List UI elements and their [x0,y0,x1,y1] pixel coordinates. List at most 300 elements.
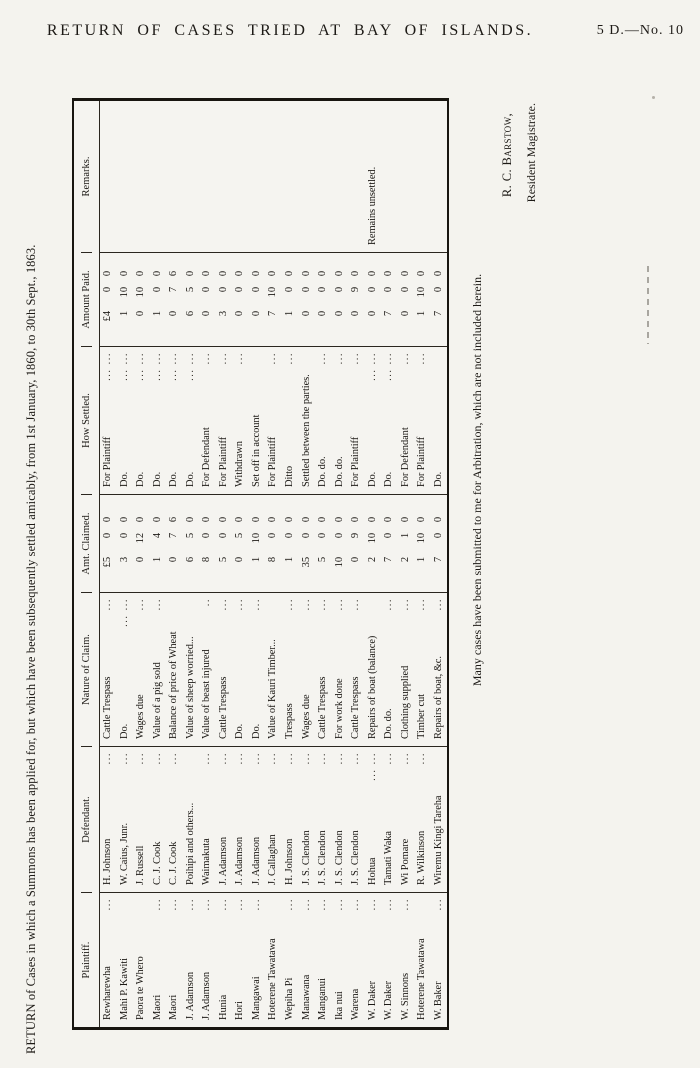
paid-pounds: 7 [267,311,279,317]
paid-pounds: 7 [432,311,444,317]
paid-pence: 0 [366,271,378,277]
claimed-pounds: 3 [118,557,130,563]
claimed-pence: 0 [184,517,196,523]
table-row [381,101,398,1027]
claimed-pence: 0 [201,517,213,523]
claimed-pence: 0 [333,517,345,523]
claimed-shillings: 10 [366,533,378,544]
table-row [282,101,299,1027]
cell-nature-of-claim: Cattle Trespass ... [348,593,365,747]
table-row [348,101,365,1027]
claimed-pence: 0 [432,517,444,523]
table-row [150,101,167,1027]
claimed-pounds: 1 [151,557,163,563]
table-row [117,101,134,1027]
claimed-pence: 0 [366,517,378,523]
cell-amount-claimed [348,495,365,593]
claimed-pence: 0 [135,517,147,523]
claimed-pence: 0 [234,517,246,523]
paid-pence: 0 [151,271,163,277]
table-row [299,101,316,1027]
paid-pence: 0 [135,271,147,277]
rotated-sheet [18,58,566,1066]
scan-artifact [647,266,649,344]
cell-amount-paid [365,253,382,347]
cell-amount-paid [431,253,448,347]
cell-amount-paid [232,253,249,347]
claimed-pounds: 0 [135,557,147,563]
cell-amount-paid [332,253,349,347]
paid-shillings: 10 [135,287,147,298]
claimed-pence: 0 [151,517,163,523]
cell-plaintiff: Paora te Whero [135,956,147,1020]
claimed-pence: 0 [267,517,279,523]
cell-defendant: J. Adamson ... [232,747,249,893]
claimed-pounds: 1 [284,557,296,563]
cell-remarks [332,101,349,253]
cases-table [72,98,449,1030]
cell-plaintiff: Mahi P. Kawiti [118,958,130,1020]
cell-amount-claimed [150,495,167,593]
table-row [199,101,216,1027]
cell-amount-claimed [365,495,382,593]
cell-remarks [100,101,117,253]
claimed-pounds: 2 [399,557,411,563]
cell-nature-of-claim: Do. ... [232,593,249,747]
cell-remarks [414,101,431,253]
table-caption: RETURN of Cases in which a Summons has been applied for, but which have been subsequently settled amicably, from 1st January, 1860, to 30th Sept., 1863. [24,244,38,1054]
cell-remarks [249,101,266,253]
cell-how-settled: Withdrawn ... [232,347,249,495]
paid-shillings: 10 [416,287,428,298]
cell-plaintiff: W. Sinnons ... [399,898,411,1020]
cell-how-settled: For Plaintiff ... [348,347,365,495]
signature-title: Resident Magistrate. [524,103,538,203]
claimed-pence: 0 [416,517,428,523]
header-remarks: Remarks. [81,101,92,253]
cell-amount-paid [133,253,150,347]
cell-amount-paid [381,253,398,347]
cell-how-settled: Do. ... ... [381,347,398,495]
claimed-shillings: 10 [250,533,262,544]
cell-how-settled: For Plaintiff ... [216,347,233,495]
cell-defendant: J. S. Clendon ... [315,747,332,893]
cell-remarks [117,101,134,253]
cell-plaintiff: Manganui ... [317,898,329,1020]
paid-pence: 0 [399,271,411,277]
cell-nature-of-claim: Trespass ... [282,593,299,747]
claimed-pounds: 5 [317,557,329,563]
header-amount-paid: Amount Paid. [81,253,92,347]
table-row [431,101,448,1027]
paid-pounds: 0 [135,311,147,317]
cell-how-settled: For Plaintiff ... ... [100,347,117,495]
paid-pence: 0 [416,271,428,277]
cell-plaintiff: Hunia ... [217,898,229,1020]
cell-amount-claimed [414,495,431,593]
cell-nature-of-claim: For work done ... [332,593,349,747]
cell-nature-of-claim: Do. do. ... [381,593,398,747]
cell-plaintiff: Hori ... [234,898,246,1020]
paid-shillings: 0 [399,287,411,293]
cell-remarks [315,101,332,253]
cell-remarks [150,101,167,253]
cell-remarks [166,101,183,253]
paid-pence: 0 [284,271,296,277]
cell-nature-of-claim: Value of a pig sold ... [150,593,167,747]
paid-shillings: 10 [267,287,279,298]
cell-amount-paid [315,253,332,347]
paid-pence: 0 [184,271,196,277]
table-row [332,101,349,1027]
cell-plaintiff: Rewharewha ... [102,898,113,1020]
cell-how-settled: Set off in account [249,347,266,495]
claimed-shillings: 0 [383,533,395,539]
claimed-pence: 0 [217,517,229,523]
paid-shillings: 0 [383,287,395,293]
cell-how-settled: Do. ... ... [133,347,150,495]
cell-amount-claimed [332,495,349,593]
claimed-pounds: £5 [102,557,113,568]
paid-pence: 6 [168,271,180,277]
cell-plaintiff: J. Adamson ... [201,898,213,1020]
cell-defendant: Wiremu Kingi Tareha [431,747,448,893]
paid-pounds: 0 [201,311,213,317]
cell-how-settled: Do. ... ... [166,347,183,495]
running-head [0,22,700,52]
cell-remarks [133,101,150,253]
cell-plaintiff: Ika nui ... [333,898,345,1020]
paid-pence: 0 [250,271,262,277]
claimed-shillings: 0 [201,533,213,539]
cell-defendant: W. Caius, Junr. ... [117,747,134,893]
cell-nature-of-claim: Cattle Trespass ... [100,593,117,747]
cell-nature-of-claim: Timber cut ... [414,593,431,747]
cell-amount-paid [117,253,134,347]
paid-pounds: 0 [234,311,246,317]
cell-amount-paid [299,253,316,347]
scan-artifact [652,96,655,99]
cell-amount-claimed [100,495,117,593]
cell-how-settled: For Plaintiff ... [265,347,282,495]
claimed-shillings: 0 [333,533,345,539]
cell-defendant: J. Russell ... [133,747,150,893]
claimed-pounds: 1 [250,557,262,563]
cell-amount-claimed [398,495,415,593]
cell-amount-paid [414,253,431,347]
claimed-shillings: 1 [399,533,411,539]
claimed-pence: 0 [350,517,362,523]
table-row [133,101,150,1027]
cell-remarks [216,101,233,253]
paid-shillings: 5 [184,287,196,293]
claimed-shillings: 10 [416,533,428,544]
claimed-pounds: 0 [168,557,180,563]
claimed-shillings: 0 [217,533,229,539]
paid-shillings: 10 [118,287,130,298]
cell-plaintiff: W. Daker ... [366,898,378,1020]
cell-plaintiff: Maori ... [151,898,163,1020]
claimed-pence: 0 [383,517,395,523]
paid-pence: 0 [350,271,362,277]
cell-amount-paid [199,253,216,347]
table-row [398,101,415,1027]
cell-plaintiff: W. Baker ... [432,898,444,1020]
cell-nature-of-claim: Do. ... ... [117,593,134,747]
claimed-pence: 0 [284,517,296,523]
cell-plaintiff: Manawana ... [300,898,312,1020]
cell-how-settled: Settled between the parties. [299,347,316,495]
cell-defendant: J. S. Clendon ... [332,747,349,893]
cell-remarks [199,101,216,253]
paid-pounds: 0 [317,311,329,317]
cell-plaintiff: Hoterene Tawatawa [267,938,279,1020]
cell-remarks [265,101,282,253]
claimed-pence: 6 [168,517,180,523]
paid-pounds: 0 [333,311,345,317]
cell-defendant: J. Adamson ... [249,747,266,893]
paid-shillings: 0 [201,287,213,293]
cell-how-settled: Do. do. ... [332,347,349,495]
cell-defendant: J. Adamson ... [216,747,233,893]
cell-nature-of-claim: Value of Kauri Timber... [265,593,282,747]
claimed-pence: 0 [317,517,329,523]
signature-name: R. C. Barstow, [500,113,514,198]
paid-pence: 0 [432,271,444,277]
claimed-pence: 0 [300,517,312,523]
table-row [265,101,282,1027]
cell-plaintiff: Hoterene Tawatawa [416,938,428,1020]
cell-defendant: J. Callaghan ... [265,747,282,893]
cell-amount-claimed [282,495,299,593]
cell-nature-of-claim: Value of sheep worried... [183,593,200,747]
table-row [365,101,382,1027]
table-row [100,101,117,1027]
claimed-shillings: 0 [317,533,329,539]
table-row [249,101,266,1027]
paid-pence: 0 [217,271,229,277]
cell-plaintiff: Maori ... [168,898,180,1020]
paid-shillings: 0 [366,287,378,293]
claimed-shillings: 0 [267,533,279,539]
paid-pounds: 6 [184,311,196,317]
header-plaintiff: Plaintiff. [81,941,92,979]
cell-how-settled: Do. [431,347,448,495]
table-row [315,101,332,1027]
paid-pounds: 1 [284,311,296,317]
claimed-pounds: 8 [201,557,213,563]
cell-amount-paid [265,253,282,347]
cell-amount-paid [216,253,233,347]
cell-amount-paid [282,253,299,347]
paid-pence: 0 [317,271,329,277]
claimed-pounds: 0 [234,557,246,563]
cell-amount-paid [398,253,415,347]
cell-amount-claimed [117,495,134,593]
cell-defendant: J. S. Clendon ... [299,747,316,893]
cell-amount-claimed [232,495,249,593]
claimed-shillings: 0 [102,533,113,539]
table-row [216,101,233,1027]
cell-defendant: H. Johnson ... [282,747,299,893]
table-row [183,101,200,1027]
paid-pence: 0 [333,271,345,277]
cell-nature-of-claim: Value of beast injured .. [199,593,216,747]
cell-remarks [398,101,415,253]
paid-shillings: 9 [350,287,362,293]
arbitration-note: Many cases have been submitted to me for Arbitration, which are not included herein. [470,273,484,687]
claimed-pounds: 7 [432,557,444,563]
paid-shillings: 0 [300,287,312,293]
paid-pence: 0 [267,271,279,277]
paid-shillings: 0 [151,287,163,293]
table-header-row [74,101,100,1027]
cell-defendant: Hohua ... ... [365,747,382,893]
cell-nature-of-claim: Do. ... [249,593,266,747]
claimed-pence: 0 [118,517,130,523]
claimed-pence: 0 [250,517,262,523]
table-body [100,101,447,1027]
paid-pence: 0 [102,271,113,277]
paid-pounds: 0 [366,311,378,317]
claimed-shillings: 0 [432,533,444,539]
claimed-pounds: 0 [350,557,362,563]
claimed-shillings: 0 [118,533,130,539]
cell-amount-claimed [166,495,183,593]
cell-amount-claimed [431,495,448,593]
cell-defendant: C. J. Cook ... [166,747,183,893]
header-nature: Nature of Claim. [81,593,92,747]
cell-defendant: Wi Pomare ... [398,747,415,893]
cell-defendant: R. Wilkinson ... [414,747,431,893]
table-row [414,101,431,1027]
cell-remarks [348,101,365,253]
cell-remarks [299,101,316,253]
claimed-pounds: 6 [184,557,196,563]
paid-pounds: 3 [217,311,229,317]
cell-how-settled: Do. do. ... [315,347,332,495]
claimed-pounds: 1 [416,557,428,563]
paid-pence: 0 [300,271,312,277]
paid-shillings: 0 [432,287,444,293]
claimed-pounds: 2 [366,557,378,563]
cell-amount-claimed [381,495,398,593]
cell-how-settled: Ditto ... [282,347,299,495]
cell-nature-of-claim: Repairs of boat (balance) [365,593,382,747]
cell-nature-of-claim: Cattle Trespass ... [216,593,233,747]
paid-pence: 0 [201,271,213,277]
cell-nature-of-claim: Clothing supplied ... [398,593,415,747]
cell-amount-claimed [249,495,266,593]
paid-pounds: 7 [383,311,395,317]
paid-pounds: 0 [250,311,262,317]
paid-pence: 0 [118,271,130,277]
cell-amount-claimed [265,495,282,593]
claimed-shillings: 9 [350,533,362,539]
cell-nature-of-claim: Repairs of boat, &c. ... [431,593,448,747]
paid-pence: 0 [234,271,246,277]
document-number: 5 D.—No. 10 [596,23,684,38]
cell-plaintiff: Warena ... [350,898,362,1020]
cell-how-settled: For Plaintiff ... [414,347,431,495]
cell-amount-claimed [315,495,332,593]
paid-shillings: 0 [317,287,329,293]
cell-how-settled: For Defendant ... [199,347,216,495]
header-amt-claimed: Amt. Claimed. [81,495,92,593]
header-defendant: Defendant. [81,747,92,893]
cell-plaintiff: W. Daker ... [383,898,395,1020]
paid-pounds: 1 [151,311,163,317]
cell-remarks [232,101,249,253]
cell-remarks [183,101,200,253]
cell-defendant: Waimakuta ... [199,747,216,893]
claimed-shillings: 4 [151,533,163,539]
paid-pounds: 0 [300,311,312,317]
cell-amount-paid [348,253,365,347]
cell-nature-of-claim: Wages due ... [133,593,150,747]
cell-amount-paid [100,253,117,347]
cell-amount-claimed [199,495,216,593]
cell-amount-paid [166,253,183,347]
table-row [166,101,183,1027]
paid-shillings: 0 [333,287,345,293]
claimed-shillings: 5 [234,533,246,539]
cell-defendant: J. S. Clendon ... [348,747,365,893]
cell-nature-of-claim: Cattle Trespass ... [315,593,332,747]
cell-amount-paid [150,253,167,347]
cell-remarks [431,101,448,253]
paid-shillings: 0 [250,287,262,293]
cell-amount-paid [183,253,200,347]
cell-how-settled: Do. ... ... [183,347,200,495]
page-title: RETURN OF CASES TRIED AT BAY OF ISLANDS. [46,22,534,39]
table-row [232,101,249,1027]
cell-how-settled: For Defendant ... [398,347,415,495]
cell-how-settled: Do. ... ... [150,347,167,495]
claimed-pence: 0 [399,517,411,523]
header-how-settled: How Settled. [81,347,92,495]
cell-remarks: Remains unsettled. [365,101,382,253]
claimed-pounds: 35 [300,557,312,568]
cell-amount-claimed [183,495,200,593]
cell-amount-claimed [216,495,233,593]
cell-nature-of-claim: Balance of price of Wheat [166,593,183,747]
paid-shillings: 0 [102,287,113,293]
claimed-shillings: 7 [168,533,180,539]
claimed-pounds: 8 [267,557,279,563]
cell-nature-of-claim: Wages due ... [299,593,316,747]
claimed-pounds: 7 [383,557,395,563]
claimed-pounds: 5 [217,557,229,563]
paid-pounds: 0 [168,311,180,317]
paid-shillings: 7 [168,287,180,293]
cell-how-settled: Do. ... ... [365,347,382,495]
cell-defendant: C. J. Cook ... [150,747,167,893]
paid-pounds: 1 [416,311,428,317]
paid-shillings: 0 [234,287,246,293]
paid-pence: 0 [383,271,395,277]
cell-defendant: Poihipi and others... [183,747,200,893]
cell-remarks [381,101,398,253]
paid-shillings: 0 [217,287,229,293]
claimed-shillings: 0 [300,533,312,539]
claimed-pounds: 10 [333,557,345,568]
cell-plaintiff: Mangawai ... [250,898,262,1020]
claimed-shillings: 12 [135,533,147,544]
paid-pounds: 0 [350,311,362,317]
cell-plaintiff: J. Adamson ... [184,898,196,1020]
cell-amount-claimed [299,495,316,593]
